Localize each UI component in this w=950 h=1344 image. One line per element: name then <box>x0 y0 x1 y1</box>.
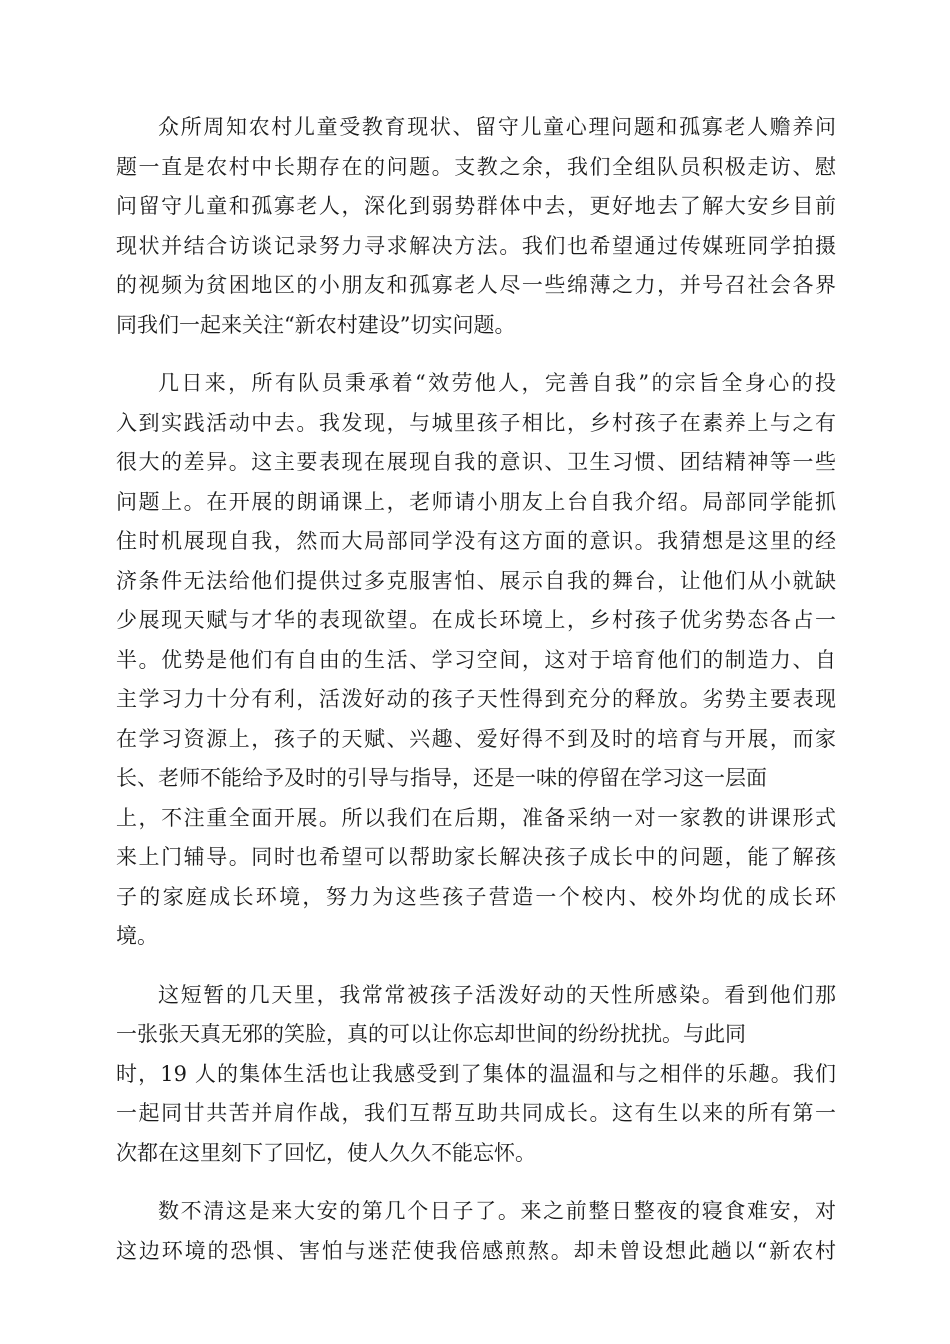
text-line: 次都在这里刻下了回忆，使人久久不能忘怀。 <box>116 1140 536 1165</box>
text-line: 这短暂的几天里，我常常被孩子活泼好动的天性所感染。看到他们那 <box>158 982 836 1007</box>
text-line: 在学习资源上，孩子的天赋、兴趣、爱好得不到及时的培育与开展，而家 <box>116 726 836 751</box>
text-line: 这边环境的恐惧、害怕与迷茫使我倍感煎熬。却未曾设想此趟以“新农村 <box>116 1238 836 1263</box>
paragraph-1 <box>116 108 836 345</box>
text-line: 入到实践活动中去。我发现，与城里孩子相比，乡村孩子在素养上与之有 <box>116 410 836 435</box>
text-line: 济条件无法给他们提供过多克服害怕、展示自我的舞台，让他们从小就缺 <box>116 568 836 593</box>
text-line: 问题上。在开展的朗诵课上，老师请小朋友上台自我介绍。局部同学能抓 <box>116 489 836 514</box>
text-line: 上，不注重全面开展。所以我们在后期，准备采纳一对一家教的讲课形式 <box>116 805 836 830</box>
text-line: 很大的差异。这主要表现在展现自我的意识、卫生习惯、团结精神等一些 <box>116 450 836 474</box>
text-line: 长、老师不能给予及时的引导与指导，还是一味的停留在学习这一层面 <box>116 766 767 790</box>
document-page <box>116 108 836 1290</box>
text-line: 题一直是农村中长期存在的问题。支教之余，我们全组队员积极走访、慰 <box>116 154 836 179</box>
text-line: 住时机展现自我，然而大局部同学没有这方面的意识。我猜想是这里的经 <box>116 529 836 553</box>
text-line: 一张张天真无邪的笑脸，真的可以让你忘却世间的纷纷扰扰。与此同 <box>116 1022 746 1046</box>
paragraph-3 <box>116 976 836 1174</box>
text-line: 数不清这是来大安的第几个日子了。来之前整日整夜的寝食难安，对 <box>158 1199 836 1223</box>
text-line: 时，19 人的集体生活也让我感受到了集体的温温和与之相伴的乐趣。我们 <box>116 1061 836 1086</box>
text-line: 境。 <box>116 924 158 948</box>
text-line: 几日来，所有队员秉承着“效劳他人，完善自我”的宗旨全身心的投 <box>158 371 836 395</box>
text-line: 半。优势是他们有自由的生活、学习空间，这对于培育他们的制造力、自 <box>116 647 836 672</box>
text-line: 众所周知农村儿童受教育现状、留守儿童心理问题和孤寡老人赡养问 <box>158 115 836 139</box>
text-line: 少展现天赋与才华的表现欲望。在成长环境上，乡村孩子优劣势态各占一 <box>116 608 836 632</box>
paragraph-2 <box>116 364 836 957</box>
text-line: 一起同甘共苦并肩作战，我们互帮互助共同成长。这有生以来的所有第一 <box>116 1101 836 1125</box>
paragraph-4 <box>116 1192 836 1271</box>
text-line: 现状并结合访谈记录努力寻求解决方法。我们也希望通过传媒班同学拍摄 <box>116 233 836 258</box>
text-line: 同我们一起来关注“新农村建设”切实问题。 <box>116 312 516 337</box>
text-line: 问留守儿童和孤寡老人，深化到弱势群体中去，更好地去了解大安乡目前 <box>116 194 836 218</box>
text-line: 主学习力十分有利，活泼好动的孩子天性得到充分的释放。劣势主要表现 <box>116 687 836 711</box>
text-line: 子的家庭成长环境，努力为这些孩子营造一个校内、校外均优的成长环 <box>116 884 836 909</box>
text-line: 的视频为贫困地区的小朋友和孤寡老人尽一些绵薄之力，并号召社会各界 <box>116 273 836 297</box>
text-line: 来上门辅导。同时也希望可以帮助家长解决孩子成长中的问题，能了解孩 <box>116 845 836 869</box>
